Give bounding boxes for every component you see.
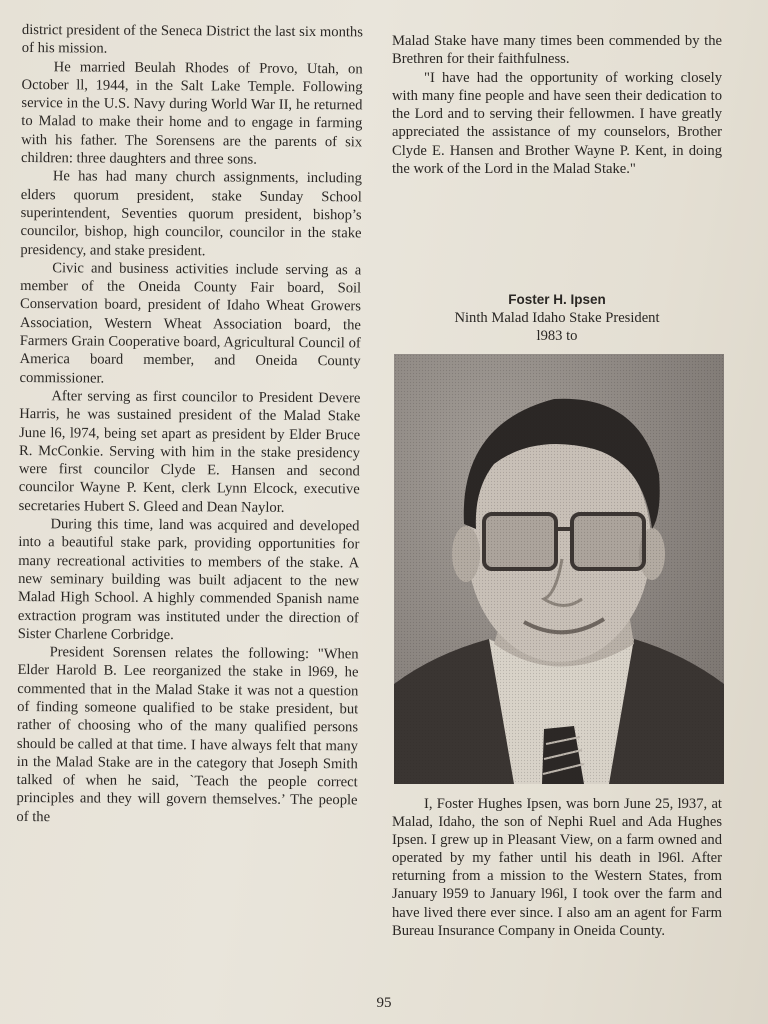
portrait-illustration: [394, 354, 724, 784]
paragraph: President Sorensen relates the following: "When Elder Harold B. Lee reorganized the stake in l969, he commented that in the Malad Stake it was not a question of finding someone qualified to be stake president, but rather of choosing who of the many qualified persons should be called at that time. I have always felt that many in the Malad Stake are in the category that Joseph Smith talked of when he said, `Teach the people correct principles and they will govern themselves.’ The people of the: [16, 644, 359, 825]
right-column: [392, 32, 722, 178]
photo-caption: [392, 291, 722, 345]
portrait-photo: [394, 354, 724, 784]
page-number: 95: [376, 995, 392, 1011]
caption-name: Foster H. Ipsen: [508, 292, 606, 307]
paragraph: Civic and business activities include serving as a member of the Oneida County Fair board, Soil Conservation board, president of Idaho Wheat Growers Association, Western Wheat Association board, the Farmers Grain Cooperative board, Agricultural Council of America board member, and Oneida County commissioner.: [19, 260, 362, 387]
paragraph: district president of the Seneca District the last six months of his mission.: [21, 21, 363, 57]
paragraph: Malad Stake have many times been commended by the Brethren for their faithfulness.: [392, 33, 722, 68]
paragraph: I, Foster Hughes Ipsen, was born June 25, l937, at Malad, Idaho, the son of Nephi Ruel and Ada Hughes Ipsen. I grew up in Pleasant View, on a farm owned and operated by my father until his death in l96l. After returning from a mission to the Western States, from January l959 to January l96l, I took over the farm and have lived there ever since. I also am an agent for Farm Bureau Insurance Company in Oneida County.: [392, 796, 722, 939]
caption-years: l983 to: [536, 328, 578, 344]
paragraph: "I have had the opportunity of working closely with many fine people and have seen their dedication to the Lord and to serving their fellowmen. I have greatly appreciated the assistance of my counselors, Brother Clyde E. Hansen and Brother Wayne P. Kent, in doing the work of the Lord in the Malad Stake.": [392, 69, 722, 178]
paragraph: He has had many church assignments, including elders quorum president, stake Sunday School superintendent, Seventies quorum president, bishop’s councilor, bishop, high councilor, councilor in the stake presidency, and stake president.: [20, 168, 362, 259]
paragraph: During this time, land was acquired and developed into a beautiful stake park, providing opportunities for many recreational activities to members of the stake. A new seminary building was built adjacent to the new Malad High School. A highly commended Spanish name extraction program was instituted under the direction of Sister Charlene Corbridge.: [17, 516, 360, 643]
paragraph: He married Beulah Rhodes of Provo, Utah, on October ll, 1944, in the Salt Lake Temple. Following service in the U.S. Navy during World War II, he returned to Malad to make their home and to engage in farming with his father. The Sorensens are the parents of six children: three daughters and three sons.: [20, 58, 363, 168]
left-column: [16, 21, 363, 828]
paragraph: After serving as first councilor to President Devere Harris, he was sustained president of the Malad Stake June l6, l974, being set apart as president by Elder Bruce R. McConkie. Serving with him in the stake presidency were first councilor Clyde E. Hansen and second councilor Wayne P. Kent, clerk Lynn Elcock, executive secretaries Hubert S. Gleed and Dean Naylor.: [18, 388, 361, 516]
caption-title: Ninth Malad Idaho Stake President: [454, 310, 660, 326]
bio-paragraph: [392, 795, 722, 940]
